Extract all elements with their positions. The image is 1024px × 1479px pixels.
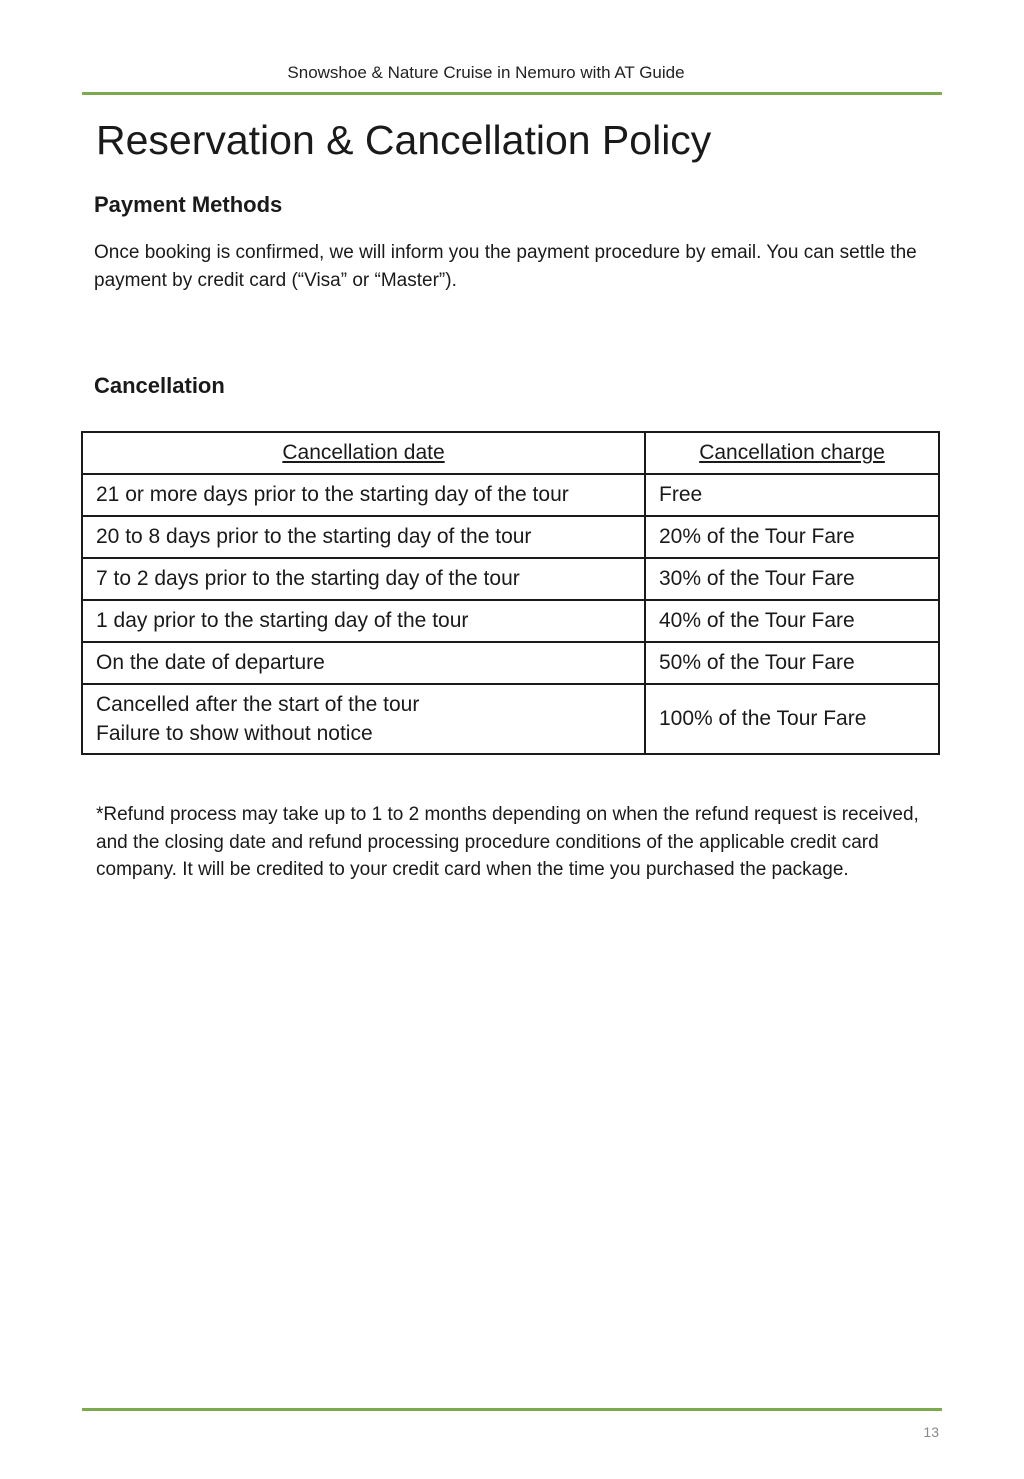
payment-methods-heading: Payment Methods [94, 192, 283, 217]
table-row [82, 558, 939, 600]
cancellation-date-line: Failure to show without notice [96, 722, 373, 745]
cancellation-charge-cell: 100% of the Tour Fare [645, 684, 939, 754]
cancellation-charge-cell: Free [645, 474, 939, 516]
cancellation-charge-cell: 50% of the Tour Fare [645, 642, 939, 684]
cancellation-date-cell: 7 to 2 days prior to the starting day of the tour [82, 558, 645, 600]
page-title: Reservation & Cancellation Policy [96, 117, 712, 163]
column-header-cancellation-charge: Cancellation charge [645, 432, 939, 474]
payment-methods-text: Once booking is confirmed, we will inform you the payment procedure by email. You can settle the payment by credit card (“Visa” or “Master”). [94, 242, 917, 291]
cancellation-date-cell: 20 to 8 days prior to the starting day of the tour [82, 516, 645, 558]
cancellation-table [81, 431, 940, 755]
cancellation-heading: Cancellation [94, 373, 225, 398]
refund-note: *Refund process may take up to 1 to 2 months depending on when the refund request is received, and the closing date and refund processing procedure conditions of the applicable credit card company. It will be credited to your credit card when the time you purchased the package. [96, 804, 919, 880]
cancellation-date-cell: 21 or more days prior to the starting day of the tour [82, 474, 645, 516]
column-header-cancellation-date: Cancellation date [82, 432, 645, 474]
cancellation-charge-cell: 20% of the Tour Fare [645, 516, 939, 558]
cancellation-date-cell: On the date of departure [82, 642, 645, 684]
cancellation-date-cell [82, 684, 645, 754]
cancellation-charge-cell: 40% of the Tour Fare [645, 600, 939, 642]
table-row [82, 642, 939, 684]
table-row [82, 600, 939, 642]
cancellation-charge-cell: 30% of the Tour Fare [645, 558, 939, 600]
table-header-row [82, 432, 939, 474]
table-row [82, 474, 939, 516]
table-row [82, 516, 939, 558]
header-divider [82, 92, 942, 95]
cancellation-date-line: Cancelled after the start of the tour [96, 693, 420, 716]
page-number: 13 [923, 1424, 939, 1440]
cancellation-date-cell: 1 day prior to the starting day of the tour [82, 600, 645, 642]
table-row [82, 684, 939, 754]
document-header-title: Snowshoe & Nature Cruise in Nemuro with AT Guide [287, 63, 685, 82]
footer-divider [82, 1408, 942, 1411]
